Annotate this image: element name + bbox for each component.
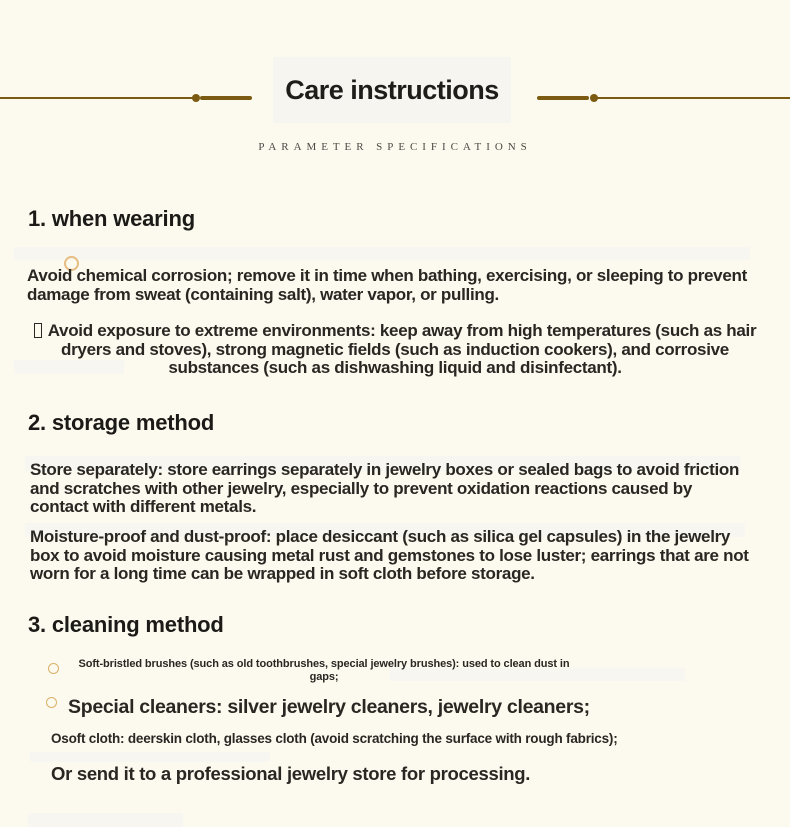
section-heading-when-wearing: 1. when wearing: [28, 206, 195, 231]
divider-dot-left: [192, 94, 200, 102]
paragraph-chemical-corrosion: Avoid chemical corrosion; remove it in time when bathing, exercising, or sleeping to prevent damage from sweat (containing salt), water vapor, or pulling.: [27, 266, 747, 304]
item-professional-store: Or send it to a professional jewelry store for processing.: [51, 763, 531, 784]
ring-bullet-icon: [46, 697, 57, 708]
paragraph-extreme-environments: [21, 322, 769, 378]
paragraph-moisture-proof: Moisture-proof and dust-proof: place desiccant (such as silica gel capsules) in the jewelry box to avoid moisture causing metal rust and gemstones to lose luster; earrings that are not worn for a long time can be wrapped in soft cloth before storage.: [30, 527, 749, 583]
overlay-patch: [30, 752, 270, 762]
divider-line-left-thin: [0, 97, 196, 99]
section-heading-cleaning-method: 3. cleaning method: [28, 612, 224, 637]
overlay-patch: [14, 247, 750, 260]
divider-line-right-thick: [537, 96, 589, 100]
missing-glyph-box-icon: [34, 323, 42, 338]
section-title-box: [273, 57, 511, 123]
divider-line-right-thin: [597, 97, 790, 99]
item-soft-bristled-brushes: Soft-bristled brushes (such as old toothbrushes, special jewelry brushes): used to clean dust in gaps;: [78, 658, 570, 683]
ring-bullet-icon: [48, 663, 59, 674]
item-soft-cloth: Osoft cloth: deerskin cloth, glasses cloth (avoid scratching the surface with rough fabrics);: [51, 731, 618, 746]
overlay-patch: [28, 813, 183, 827]
page-title: Care instructions: [285, 74, 499, 105]
paragraph-extreme-environments-text: Avoid exposure to extreme environments: keep away from high temperatures (such as hair dryers and stoves), strong magnetic fields (such as induction cookers), and corrosive substances (such as dishwashing liquid and disinfectant).: [47, 321, 757, 377]
paragraph-store-separately: Store separately: store earrings separately in jewelry boxes or sealed bags to avoid friction and scratches with other jewelry, especially to prevent oxidation reactions caused by contact with different metals.: [30, 460, 740, 516]
divider-line-left-thick: [200, 96, 252, 100]
section-heading-storage-method: 2. storage method: [28, 410, 215, 435]
item-special-cleaners: Special cleaners: silver jewelry cleaners, jewelry cleaners;: [68, 696, 590, 718]
page-subtitle: PARAMETER SPECIFICATIONS: [258, 141, 532, 153]
